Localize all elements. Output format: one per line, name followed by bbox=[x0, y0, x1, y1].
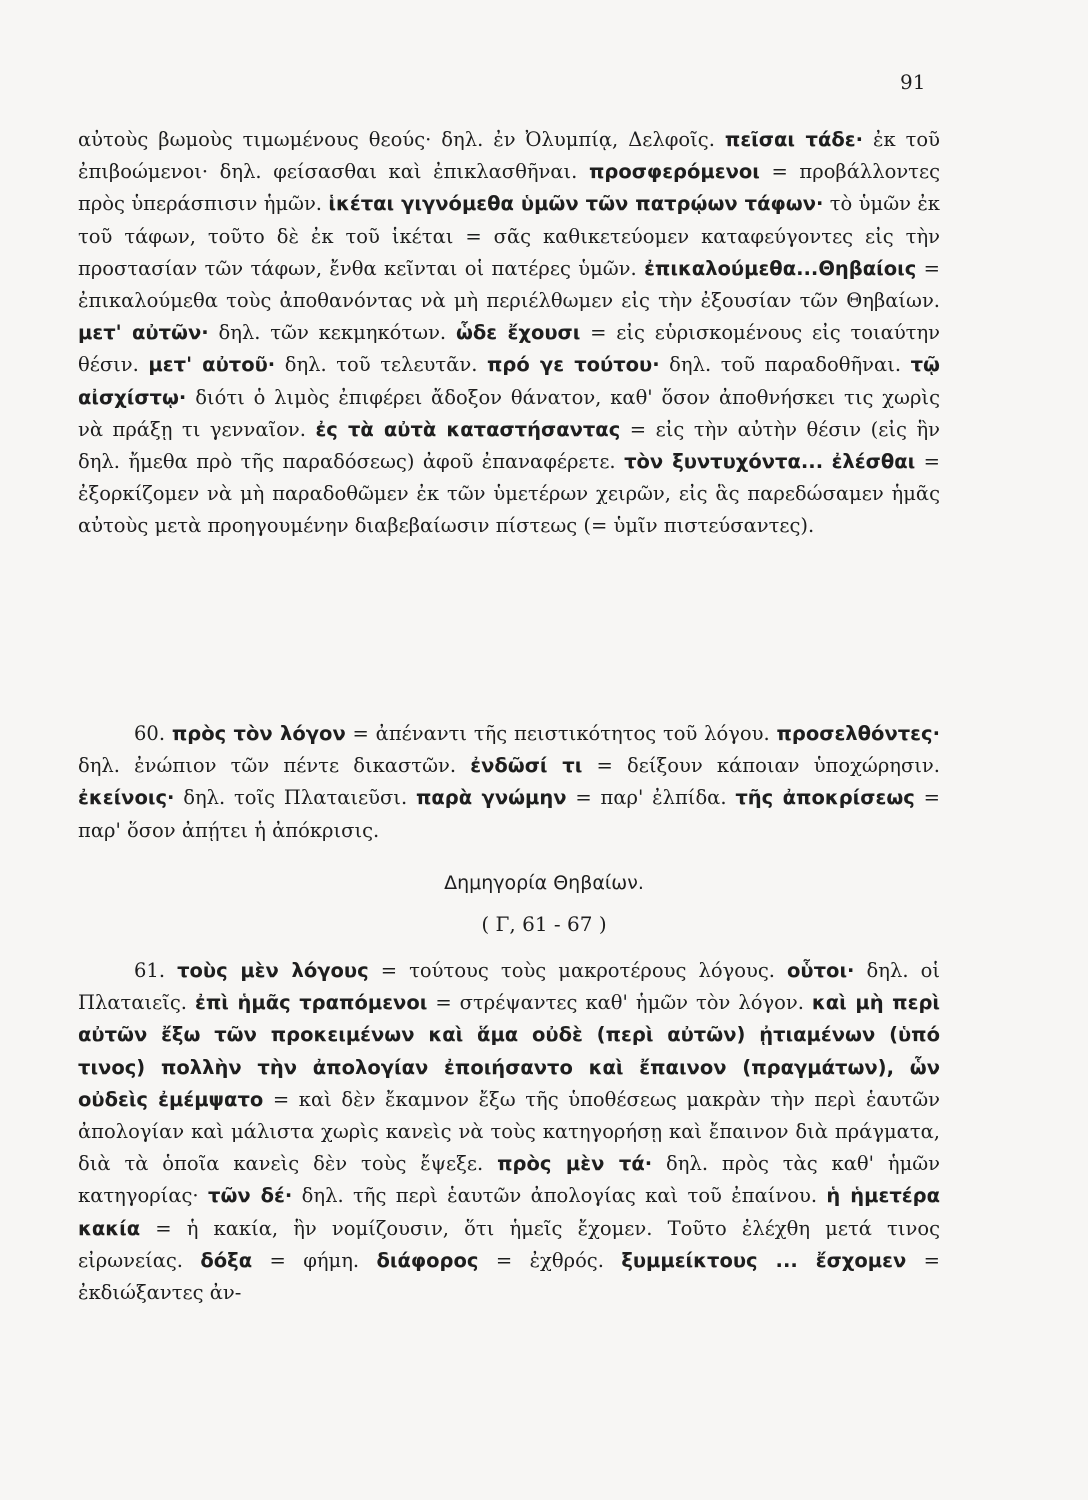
gloss: = ἡ κακία, ἣν νομίζουσιν, ὅτι ἡμεῖς ἔχομεν. Τοῦτο ἐλέχθη μετά τινος εἰρωνείας. bbox=[78, 1216, 940, 1272]
gloss: = παρ' ὅσον ἀπῄτει ἡ ἀπόκρισις. bbox=[78, 786, 940, 842]
page-number: 91 bbox=[900, 70, 926, 94]
gloss: = εἰς τὴν αὐτὴν θέσιν (εἰς ἣν δηλ. ἤμεθα πρὸ τῆς παραδόσεως) ἀφοῦ ἐπαναφέρετε. bbox=[78, 417, 940, 474]
lemma: δόξα bbox=[200, 1248, 253, 1272]
lemma: τῶν δέ· bbox=[208, 1184, 293, 1208]
lemma: πρό γε τούτου· bbox=[486, 353, 660, 377]
lemma: διάφορος bbox=[376, 1248, 479, 1272]
gloss: = καὶ δὲν ἔκαμνον ἔξω τῆς ὑποθέσεως μακρὰν τὴν περὶ ἑαυτῶν ἀπολογίαν καὶ μάλιστα χωρὶς κανεὶς νὰ τοὺς κατηγορήσῃ καὶ ἔπαινον διὰ πράγματα, διὰ τὰ ὁποῖα κανεὶς δὲν τοὺς ἔψεξε. bbox=[78, 1087, 940, 1176]
lemma: μετ' αὐτοῦ· bbox=[148, 353, 276, 377]
section-reference: ( Γ, 61 - 67 ) bbox=[481, 912, 607, 936]
gloss: = προβάλλοντες πρὸς ὑπεράσπισιν ἡμῶν. bbox=[78, 160, 940, 216]
lemma: ἐς τὰ αὐτὰ καταστήσαντας bbox=[315, 417, 621, 441]
gloss: = δείξουν κάποιαν ὑποχώρησιν. bbox=[582, 754, 940, 778]
lemma: καὶ μὴ περὶ αὐτῶν ἔξω τῶν προκειμένων καὶ ἅμα οὐδὲ (περὶ αὐτῶν) ᾐτιαμένων (ὑπό τινος) πολλὴν τὴν ἀπολογίαν ἐποιήσαντο καὶ ἔπαινον (πραγμάτων), ὧν οὐδεὶς ἐμέμψατο bbox=[78, 991, 941, 1111]
lemma: ἐπὶ ἡμᾶς τραπόμενοι bbox=[195, 991, 428, 1015]
lemma: παρὰ γνώμην bbox=[415, 786, 567, 810]
gloss: = ἐπικαλούμεθα τοὺς ἀποθανόντας νὰ μὴ περιέλθωμεν εἰς τὴν ἐξουσίαν τῶν Θηβαίων. bbox=[78, 256, 940, 313]
lemma: ἐνδῶσί τι bbox=[470, 754, 583, 778]
gloss: = τούτους τοὺς μακροτέρους λόγους. bbox=[368, 959, 788, 982]
gloss: δηλ. οἱ Πλαταιεῖς. bbox=[78, 959, 940, 1015]
gloss: αὐτοὺς βωμοὺς τιμωμένους θεούς· δηλ. ἐν Ὀλυμπίᾳ, Δελφοῖς. bbox=[78, 128, 725, 151]
lemma: πρὸς μὲν τά· bbox=[497, 1152, 653, 1176]
lemma: ἐλέσθαι bbox=[831, 450, 916, 474]
lemma: τοὺς μὲν λόγους bbox=[177, 959, 369, 982]
lemma: προσελθόντες· bbox=[776, 722, 940, 745]
lemma: ὧδε ἔχουσι bbox=[455, 321, 581, 345]
paragraph-intro bbox=[78, 124, 940, 543]
gloss: δηλ. τῶν κεκμηκότων. bbox=[208, 321, 456, 345]
section-title: Δημηγορία Θηβαίων. bbox=[444, 872, 644, 894]
gloss: δηλ. πρὸς τὰς καθ' ἡμῶν κατηγορίας· bbox=[78, 1152, 941, 1208]
lemma: ἡ ἡμετέρα κακία bbox=[78, 1184, 940, 1240]
lemma: προσφερόμενοι bbox=[588, 160, 760, 184]
gloss: = ἐκδιώξαντες ἀν- bbox=[78, 1248, 940, 1305]
gloss bbox=[823, 450, 831, 473]
gloss: 61. bbox=[134, 959, 178, 982]
gloss: δηλ. τοῖς Πλαταιεῦσι. bbox=[174, 786, 416, 810]
gloss: ἐκ τοῦ ἐπιβοώμενοι· δηλ. φείσασθαι καὶ ἐπικλασθῆναι. bbox=[78, 128, 940, 184]
gloss: τὸ ὑμῶν ἐκ τοῦ τάφων, τοῦτο δὲ ἐκ τοῦ ἱκέται = σᾶς καθικετεύομεν καταφεύγοντες εἰς τὴν προστασίαν τῶν τάφων, ἔνθα κεῖνται οἱ πατέρες ὑμῶν. bbox=[78, 192, 940, 280]
gloss: = ἐξορκίζομεν νὰ μὴ παραδοθῶμεν ἐκ τῶν ὑμετέρων χειρῶν, εἰς ἃς παρεδώσαμεν ἡμᾶς αὐτοὺς μετὰ προηγουμένην διαβεβαίωσιν πίστεως (= ὑμῖν πιστεύσαντες). bbox=[78, 450, 940, 538]
paragraph-60 bbox=[78, 718, 940, 847]
gloss: διότι ὁ λιμὸς ἐπιφέρει ἄδοξον θάνατον, καθ' ὅσον ἀποθνήσκει τις χωρὶς νὰ πράξῃ τι γενναῖον. bbox=[78, 385, 940, 441]
lemma: πρὸς τὸν λόγον bbox=[171, 722, 346, 745]
gloss: δηλ. τοῦ τελευτᾶν. bbox=[275, 353, 487, 377]
gloss: δηλ. τοῦ παραδοθῆναι. bbox=[659, 353, 911, 377]
lemma: μετ' αὐτῶν· bbox=[78, 321, 209, 345]
lemma: τῆς ἀποκρίσεως bbox=[735, 786, 915, 810]
lemma: τῷ αἰσχίστῳ· bbox=[78, 353, 941, 409]
text-block-61 bbox=[78, 955, 940, 1309]
gloss: = φήμη. bbox=[252, 1248, 377, 1272]
text-block-60 bbox=[78, 718, 940, 847]
gloss: = ἀπέναντι τῆς πειστικότητος τοῦ λόγου. bbox=[345, 722, 777, 745]
gloss: = ἐχθρός. bbox=[478, 1248, 622, 1272]
lemma: ἐπικαλούμεθα...Θηβαίοις bbox=[644, 256, 917, 280]
gloss: δηλ. ἐνώπιον τῶν πέντε δικαστῶν. bbox=[78, 754, 471, 778]
lemma: τὸν ξυντυχόντα... bbox=[624, 450, 824, 474]
lemma: ξυμμείκτους ... ἔσχομεν bbox=[621, 1248, 907, 1272]
lemma: ἐκείνοις· bbox=[78, 786, 175, 810]
gloss: δηλ. τῆς περὶ ἑαυτῶν ἀπολογίας καὶ τοῦ ἐπαίνου. bbox=[292, 1184, 827, 1208]
lemma: πεῖσαι τάδε· bbox=[724, 128, 864, 151]
gloss: 60. bbox=[134, 722, 172, 745]
lemma: ἱκέται γιγνόμεθα ὑμῶν τῶν πατρῴων τάφων· bbox=[328, 192, 824, 216]
text-block-intro bbox=[78, 124, 940, 543]
paragraph-61 bbox=[78, 955, 940, 1309]
gloss: = εἰς εὑρισκομένους εἰς τοιαύτην θέσιν. bbox=[78, 321, 941, 377]
gloss: = παρ' ἐλπίδα. bbox=[566, 786, 736, 810]
gloss: = στρέψαντες καθ' ἡμῶν τὸν λόγον. bbox=[427, 991, 812, 1015]
lemma: οὗτοι· bbox=[787, 959, 855, 982]
